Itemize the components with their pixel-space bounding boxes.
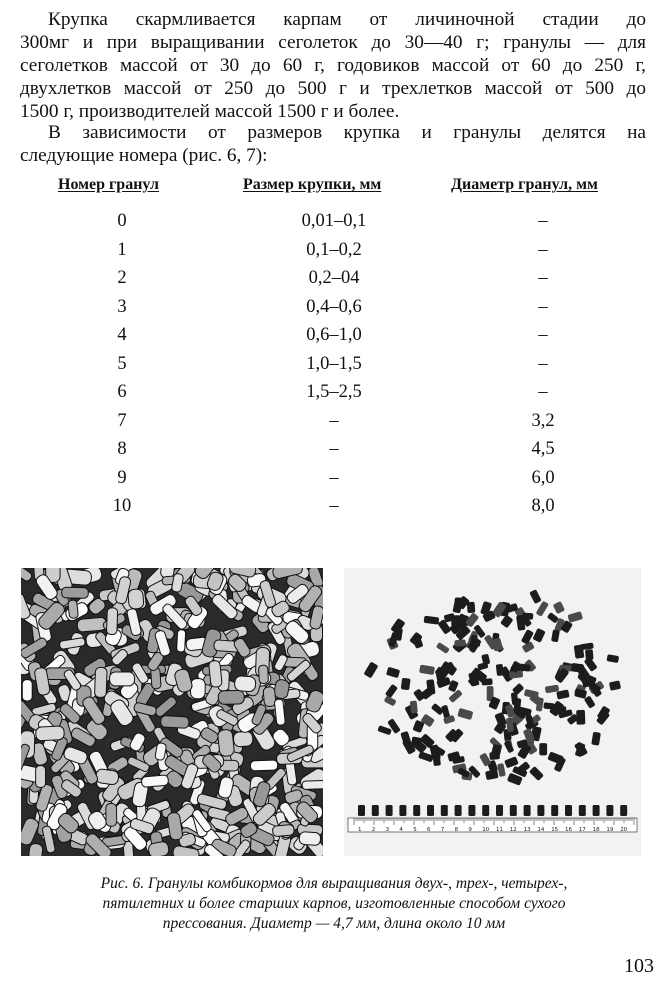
cell-granule-number: 2 bbox=[117, 268, 127, 288]
paragraph-intro bbox=[20, 8, 646, 123]
cell-grit-size: 0,2–04 bbox=[308, 268, 360, 288]
ruler-label: 19 bbox=[606, 827, 614, 833]
cell-granule-number: 5 bbox=[117, 353, 127, 374]
column-header-grit-size: Размер крупки, мм bbox=[243, 176, 382, 193]
table-row bbox=[0, 325, 670, 353]
cell-granule-diameter: – bbox=[538, 353, 548, 374]
cell-grit-size: 0,1–0,2 bbox=[306, 239, 362, 260]
photo-granules-closeup bbox=[21, 568, 323, 856]
photo-granules-with-ruler bbox=[344, 568, 641, 856]
table-row bbox=[0, 211, 670, 239]
ruler-label: 7 bbox=[440, 827, 445, 833]
caption-line: пятилетних и более старших карпов, изготовленные способом сухого bbox=[102, 895, 566, 912]
cell-granule-diameter: 3,2 bbox=[531, 410, 555, 431]
ruler-label: 13 bbox=[523, 827, 531, 833]
cell-grit-size: – bbox=[329, 496, 339, 516]
cell-granule-number: 4 bbox=[117, 325, 127, 345]
ruler-label: 4 bbox=[399, 827, 403, 833]
cell-granule-number: 10 bbox=[112, 496, 132, 516]
ruler-label: 3 bbox=[385, 827, 390, 833]
cell-granule-number: 3 bbox=[117, 296, 127, 317]
ruler-label: 9 bbox=[468, 827, 472, 833]
ruler-label: 14 bbox=[537, 827, 545, 833]
text-line: следующие номера (рис. 6, 7): bbox=[20, 145, 268, 166]
ruler-label: 5 bbox=[413, 827, 417, 833]
ruler-label: 2 bbox=[371, 827, 376, 833]
cell-grit-size: 1,0–1,5 bbox=[306, 353, 362, 374]
cell-grit-size: – bbox=[329, 467, 339, 488]
text-line: сеголетков массой от 30 до 60 г, годовиков массой от 60 до 250 г, bbox=[20, 55, 646, 76]
ruler-label: 11 bbox=[496, 827, 503, 833]
table-row bbox=[0, 297, 670, 325]
cell-granule-diameter: 8,0 bbox=[531, 496, 555, 516]
ruler-label: 17 bbox=[578, 827, 586, 833]
cell-granule-diameter: – bbox=[538, 296, 548, 317]
table-row bbox=[0, 468, 670, 496]
ruler-label: 18 bbox=[592, 827, 600, 833]
cell-granule-diameter: – bbox=[538, 239, 548, 260]
table-row bbox=[0, 268, 670, 296]
ruler-label: 12 bbox=[509, 827, 517, 833]
figure-caption bbox=[20, 874, 648, 934]
cell-granule-diameter: – bbox=[538, 382, 548, 402]
column-header-granule-diameter: Диаметр гранул, мм bbox=[451, 176, 598, 193]
caption-line: прессования. Диаметр — 4,7 мм, длина около 10 мм bbox=[162, 915, 506, 932]
cell-granule-number: 7 bbox=[117, 410, 127, 431]
cell-granule-number: 1 bbox=[117, 239, 127, 260]
ruler-label: 20 bbox=[620, 827, 628, 833]
cell-granule-diameter: 6,0 bbox=[531, 467, 555, 488]
table-row bbox=[0, 382, 670, 410]
ruler-label: 6 bbox=[427, 827, 431, 833]
caption-line: Рис. 6. Гранулы комбикормов для выращивания двух-, трех-, четырех-, bbox=[100, 875, 568, 892]
ruler-label: 16 bbox=[565, 827, 572, 833]
cell-granule-diameter: – bbox=[538, 211, 548, 231]
cell-grit-size: 1,5–2,5 bbox=[306, 382, 362, 402]
cell-grit-size: – bbox=[329, 410, 339, 431]
cell-granule-number: 0 bbox=[117, 211, 127, 231]
cell-grit-size: 0,4–0,6 bbox=[306, 296, 362, 317]
page-number: 103 bbox=[624, 955, 654, 977]
table-row bbox=[0, 354, 670, 382]
cell-granule-diameter: 4,5 bbox=[531, 439, 555, 459]
ruler-label: 15 bbox=[551, 827, 559, 833]
paragraph-classification bbox=[20, 121, 646, 167]
table-row bbox=[0, 496, 670, 524]
cell-grit-size: 0,6–1,0 bbox=[306, 325, 362, 345]
cell-granule-number: 8 bbox=[117, 439, 127, 459]
text-line: 300мг и при выращивании сеголеток до 30—40 г; гранулы — для bbox=[20, 32, 646, 53]
text-line: В зависимости от размеров крупка и гранулы делятся на bbox=[48, 122, 646, 143]
text-line: Крупка скармливается карпам от личиночной стадии до bbox=[48, 9, 646, 30]
table-row bbox=[0, 439, 670, 467]
text-line: 1500 г, производителей массой 1500 г и более. bbox=[20, 101, 400, 122]
cell-grit-size: – bbox=[329, 439, 339, 459]
ruler-label: 1 bbox=[358, 827, 362, 833]
column-header-granule-number: Номер гранул bbox=[58, 176, 159, 193]
cell-granule-number: 9 bbox=[117, 467, 127, 488]
cell-grit-size: 0,01–0,1 bbox=[301, 211, 367, 231]
cell-granule-diameter: – bbox=[538, 325, 548, 345]
cell-granule-diameter: – bbox=[538, 268, 548, 288]
text-line: двухлетков массой от 250 до 500 г и трехлетков массой от 500 до bbox=[20, 78, 646, 99]
cell-granule-number: 6 bbox=[117, 382, 127, 402]
table-row bbox=[0, 240, 670, 268]
ruler-label: 8 bbox=[454, 827, 459, 833]
ruler-label: 10 bbox=[482, 827, 490, 833]
table-row bbox=[0, 411, 670, 439]
